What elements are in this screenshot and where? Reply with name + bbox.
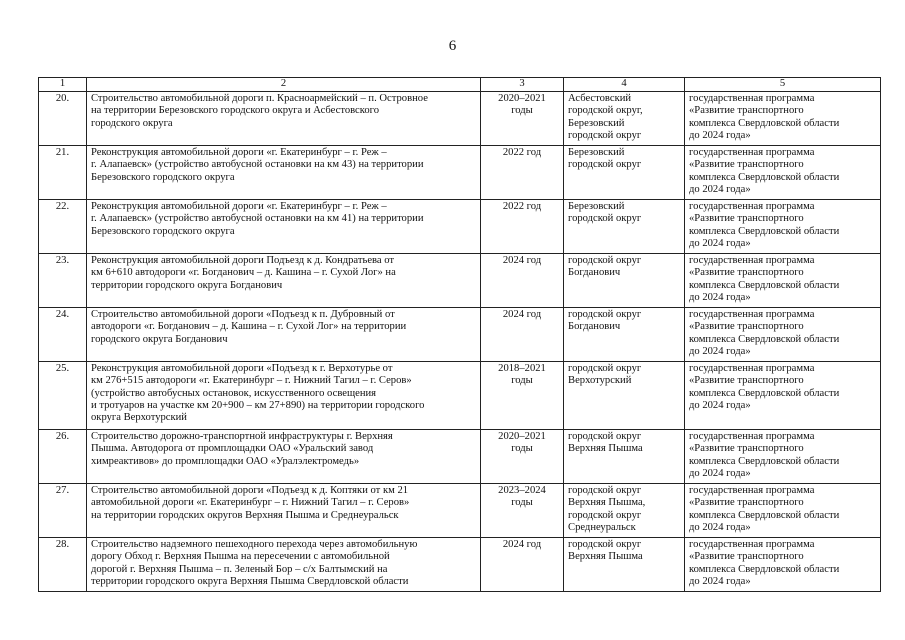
- object-name: [87, 430, 481, 484]
- object-name: [87, 92, 481, 146]
- page-number: 6: [448, 38, 457, 54]
- object-name: [87, 538, 481, 592]
- territory-line: Богданович: [568, 321, 621, 333]
- state-program-line: до 2024 года»: [689, 575, 751, 587]
- territory-line: Верхняя Пышма,: [568, 497, 646, 509]
- territory-line: городской округ: [568, 309, 642, 320]
- state-program-line: до 2024 года»: [689, 399, 751, 411]
- implementation-period-line: 2024 год: [502, 255, 542, 266]
- state-program: [685, 308, 881, 362]
- table-row: [39, 254, 881, 308]
- state-program-line: комплекса Свердловской области: [689, 563, 840, 575]
- territory: [564, 362, 685, 430]
- state-program-line: комплекса Свердловской области: [689, 117, 840, 129]
- implementation-period-line: годы: [511, 443, 533, 455]
- state-program: [685, 200, 881, 254]
- object-name-line: г. Алапаевск» (устройство автобусной остановки на км 41) на территории: [91, 213, 424, 225]
- table-row: [39, 430, 881, 484]
- territory-line: городской округ: [568, 363, 642, 374]
- object-name-line: автодороги «г. Богданович – д. Кашина – г. Сухой Лог» на территории: [91, 321, 407, 333]
- territory-line: Верхотурский: [568, 375, 632, 387]
- state-program-line: комплекса Свердловской области: [689, 171, 840, 183]
- object-name-line: на территории городских округов Верхняя Пышма и Среднеуральск: [91, 509, 399, 521]
- territory-line: городской округ: [568, 159, 642, 171]
- state-program-line: государственная программа: [689, 539, 815, 550]
- object-name-line: дорогу Обход г. Верхняя Пышма на пересечении с автомобильной: [91, 551, 390, 563]
- state-program-line: до 2024 года»: [689, 467, 751, 479]
- state-program: [685, 146, 881, 200]
- object-name: [87, 200, 481, 254]
- implementation-period: [481, 430, 564, 484]
- territory: [564, 308, 685, 362]
- state-program-line: «Развитие транспортного: [689, 443, 804, 455]
- state-program-line: «Развитие транспортного: [689, 321, 804, 333]
- state-program-line: до 2024 года»: [689, 237, 751, 249]
- object-name-line: Строительство надземного пешеходного перехода через автомобильную: [91, 539, 418, 550]
- column-header-5: 5: [685, 78, 881, 92]
- territory: [564, 484, 685, 538]
- state-program-line: комплекса Свердловской области: [689, 509, 840, 521]
- row-number: 27.: [39, 484, 87, 538]
- object-name-line: Березовского городского округа: [91, 225, 235, 237]
- column-header-3: 3: [481, 78, 564, 92]
- column-header-2: 2: [87, 78, 481, 92]
- object-name-line: территории городского округа Богданович: [91, 279, 283, 291]
- state-program-line: комплекса Свердловской области: [689, 279, 840, 291]
- row-number: 21.: [39, 146, 87, 200]
- territory-line: Березовский: [568, 201, 625, 212]
- state-program-line: «Развитие транспортного: [689, 375, 804, 387]
- state-program-line: «Развитие транспортного: [689, 159, 804, 171]
- territory-line: городской округ: [568, 431, 642, 442]
- implementation-period: [481, 308, 564, 362]
- table-body: [39, 92, 881, 592]
- table-row: [39, 362, 881, 430]
- implementation-period-line: 2020–2021: [498, 431, 546, 442]
- state-program-line: государственная программа: [689, 255, 815, 266]
- implementation-period-line: 2022 год: [502, 201, 542, 212]
- territory-line: городской округ: [568, 509, 642, 521]
- territory-line: городской округ: [568, 255, 642, 266]
- object-name: [87, 362, 481, 430]
- object-name-line: км 6+610 автодороги «г. Богданович – д. Кашина – г. Сухой Лог» на: [91, 267, 396, 279]
- object-name-line: дорогой г. Верхняя Пышма – п. Зеленый Бор – с/х Балтымский на: [91, 563, 388, 575]
- object-name-line: городского округа: [91, 117, 173, 129]
- state-program-line: до 2024 года»: [689, 291, 751, 303]
- territory: [564, 538, 685, 592]
- territory-line: городской округ: [568, 129, 642, 141]
- implementation-period: [481, 538, 564, 592]
- implementation-period-line: годы: [511, 375, 533, 387]
- row-number: 26.: [39, 430, 87, 484]
- implementation-period-line: 2024 год: [502, 539, 542, 550]
- table-row: [39, 484, 881, 538]
- table-row: [39, 538, 881, 592]
- territory-line: Верхняя Пышма: [568, 443, 643, 455]
- implementation-period: [481, 254, 564, 308]
- state-program: [685, 538, 881, 592]
- state-program-line: комплекса Свердловской области: [689, 455, 840, 467]
- row-number: 23.: [39, 254, 87, 308]
- state-program-line: до 2024 года»: [689, 521, 751, 533]
- column-header-4: 4: [564, 78, 685, 92]
- row-number: 20.: [39, 92, 87, 146]
- column-header-1: 1: [39, 78, 87, 92]
- table-row: [39, 308, 881, 362]
- state-program: [685, 430, 881, 484]
- territory: [564, 254, 685, 308]
- object-name-line: округа Верхотурский: [91, 412, 187, 424]
- territory-line: городской округ: [568, 213, 642, 225]
- table-row: [39, 200, 881, 254]
- object-name: [87, 146, 481, 200]
- state-program-line: государственная программа: [689, 309, 815, 320]
- implementation-period-line: годы: [511, 105, 533, 117]
- object-name-line: на территории Березовского городского округа и Асбестовского: [91, 105, 380, 117]
- state-program-line: комплекса Свердловской области: [689, 333, 840, 345]
- implementation-period-line: 2018–2021: [498, 363, 546, 374]
- territory-line: городской округ: [568, 539, 642, 550]
- program-table: [38, 77, 881, 592]
- object-name-line: Реконструкция автомобильной дороги «г. Екатеринбург – г. Реж –: [91, 147, 387, 158]
- state-program-line: комплекса Свердловской области: [689, 387, 840, 399]
- object-name-line: Реконструкция автомобильной дороги «г. Екатеринбург – г. Реж –: [91, 201, 387, 212]
- territory-line: Среднеуральск: [568, 521, 636, 533]
- state-program-line: государственная программа: [689, 363, 815, 374]
- implementation-period: [481, 200, 564, 254]
- table-header-row: [39, 78, 881, 92]
- object-name: [87, 308, 481, 362]
- implementation-period-line: 2020–2021: [498, 93, 546, 104]
- object-name-line: (устройство автобусных остановок, искусственного освещения: [91, 387, 377, 399]
- object-name-line: Пышма. Автодорога от промплощадки ОАО «Уральский завод: [91, 443, 374, 455]
- implementation-period-line: 2022 год: [502, 147, 542, 158]
- state-program: [685, 92, 881, 146]
- object-name-line: Реконструкция автомобильной дороги «Подъезд к г. Верхотурье от: [91, 363, 393, 374]
- state-program-line: до 2024 года»: [689, 129, 751, 141]
- state-program-line: «Развитие транспортного: [689, 267, 804, 279]
- state-program-line: государственная программа: [689, 201, 815, 212]
- implementation-period-line: 2023–2024: [498, 485, 546, 496]
- implementation-period: [481, 362, 564, 430]
- territory-line: Асбестовский: [568, 93, 632, 104]
- object-name-line: Реконструкция автомобильной дороги Подъезд к д. Кондратьева от: [91, 255, 395, 266]
- implementation-period-line: годы: [511, 497, 533, 509]
- territory: [564, 200, 685, 254]
- row-number: 22.: [39, 200, 87, 254]
- object-name-line: Березовского городского округа: [91, 171, 235, 183]
- object-name-line: автомобильной дороги «г. Екатеринбург – г. Нижний Тагил – г. Серов»: [91, 497, 410, 509]
- object-name-line: территории городского округа Верхняя Пышма Свердловской области: [91, 575, 409, 587]
- implementation-period-line: 2024 год: [502, 309, 542, 320]
- object-name-line: химреактивов» до промплощадки ОАО «Уралэлектромедь»: [91, 455, 360, 467]
- state-program-line: «Развитие транспортного: [689, 497, 804, 509]
- object-name: [87, 484, 481, 538]
- state-program-line: до 2024 года»: [689, 183, 751, 195]
- object-name-line: Строительство автомобильной дороги «Подъезд к д. Коптяки от км 21: [91, 485, 409, 496]
- implementation-period: [481, 146, 564, 200]
- object-name-line: Строительство автомобильной дороги «Подъезд к п. Дубровный от: [91, 309, 395, 320]
- object-name-line: км 276+515 автодороги «г. Екатеринбург – г. Нижний Тагил – г. Серов»: [91, 375, 412, 387]
- state-program-line: государственная программа: [689, 485, 815, 496]
- state-program: [685, 254, 881, 308]
- implementation-period: [481, 484, 564, 538]
- object-name-line: Строительство автомобильной дороги п. Красноармейский – п. Островное: [91, 93, 428, 104]
- object-name: [87, 254, 481, 308]
- object-name-line: городского округа Богданович: [91, 333, 228, 345]
- territory-line: Березовский: [568, 117, 625, 129]
- state-program-line: «Развитие транспортного: [689, 551, 804, 563]
- state-program: [685, 484, 881, 538]
- state-program-line: до 2024 года»: [689, 345, 751, 357]
- object-name-line: г. Алапаевск» (устройство автобусной остановки на км 43) на территории: [91, 159, 424, 171]
- territory-line: Березовский: [568, 147, 625, 158]
- territory-line: Богданович: [568, 267, 621, 279]
- row-number: 25.: [39, 362, 87, 430]
- state-program-line: государственная программа: [689, 431, 815, 442]
- territory-line: городской округ: [568, 485, 642, 496]
- territory-line: городской округ,: [568, 105, 643, 117]
- state-program-line: «Развитие транспортного: [689, 105, 804, 117]
- implementation-period: [481, 92, 564, 146]
- state-program-line: государственная программа: [689, 147, 815, 158]
- territory: [564, 92, 685, 146]
- territory: [564, 146, 685, 200]
- territory-line: Верхняя Пышма: [568, 551, 643, 563]
- state-program-line: «Развитие транспортного: [689, 213, 804, 225]
- row-number: 28.: [39, 538, 87, 592]
- state-program-line: комплекса Свердловской области: [689, 225, 840, 237]
- state-program: [685, 362, 881, 430]
- object-name-line: и тротуаров на участке км 20+900 – км 27+890) на территории городского: [91, 399, 425, 411]
- territory: [564, 430, 685, 484]
- row-number: 24.: [39, 308, 87, 362]
- table-row: [39, 92, 881, 146]
- state-program-line: государственная программа: [689, 93, 815, 104]
- object-name-line: Строительство дорожно-транспортной инфраструктуры г. Верхняя: [91, 431, 393, 442]
- table-row: [39, 146, 881, 200]
